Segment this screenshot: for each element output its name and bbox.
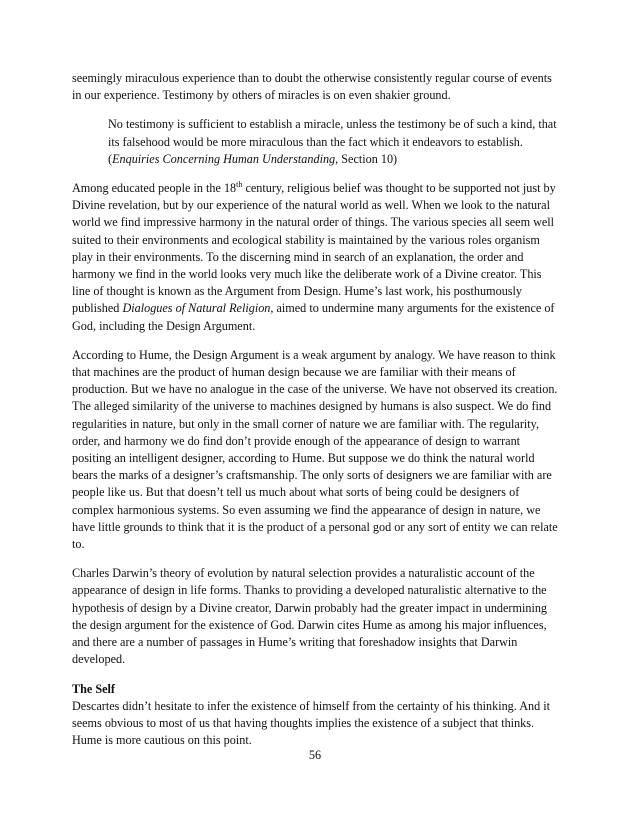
quote-source-rest: , Section 10) — [335, 151, 398, 166]
quote-text: No testimony is sufficient to establish a miracle, unless the testimony be of such a kind, that its falsehood would be more miraculous than the fact which it endeavors to establish. ( — [108, 117, 557, 166]
block-quote — [108, 116, 558, 168]
quote-source-title: Enquiries Concerning Human Understanding — [112, 151, 336, 166]
p2-part-c: , aimed to undermine many arguments for the existence of God, including the Design Argument. — [72, 301, 555, 333]
p2-part-a: Among educated people in the 18 — [72, 181, 237, 196]
paragraph-miracle-experience: seemingly miraculous experience than to doubt the otherwise consistently regular course of events in our experience. Testimony by others of miracles is on even shakier ground. — [72, 71, 552, 103]
paragraph-self: Descartes didn’t hesitate to infer the existence of himself from the certainty of his thinking. And it seems obvious to most of us that having thoughts implies the existence of a subject that thinks. Hume is more cautious on this point. — [72, 698, 551, 748]
section-heading: The Self — [72, 681, 115, 696]
paragraph-design-argument — [72, 180, 558, 335]
p2-part-b: century, religious belief was thought to be supported not just by Divine revelation, but by our experience of the natural world as well. When we look to the natural world we find impressive harmony in the natural order of things. The various species all seem well suited to their environments and ecological stability is maintained by the various roles organism play in their environments. To the discerning mind in search of an explanation, the order and harmony we find in the world looks very much like the deliberate work of a Divine creator. This line of thought is known as the Argument from Design. Hume’s last work, his posthumously published — [72, 181, 556, 316]
paragraph-darwin: Charles Darwin’s theory of evolution by natural selection provides a naturalistic account of the appearance of design in life forms. Thanks to providing a developed naturalistic alternative to the hypothesis of design by a Divine creator, Darwin probably had the greater impact in undermining the design argument for the existence of God. Darwin cites Hume as among his major influences, and there are a number of passages in Hume’s writing that foreshadow insights that Darwin developed. — [72, 566, 548, 667]
paragraph-hume-analogy: According to Hume, the Design Argument is a weak argument by analogy. We have reason to think that machines are the product of human design because we are familiar with their means of production. But we have no analogue in the case of the universe. We have not observed its creation. The alleged similarity of the universe to machines designed by humans is also suspect. We do find regularities in nature, but only in the small corner of nature we are familiar with. The regularity, order, and harmony we do find don’t provide enough of the appearance of design to warrant positing an intelligent designer, according to Hume. But suppose we do think the natural world bears the marks of a designer’s craftsmanship. The only sorts of designers we are familiar with are people like us. But that doesn’t tell us much about what sorts of being could be designers of complex harmonious systems. So even assuming we find the appearance of design in nature, we have little grounds to think that it is the product of a personal god or any sort of entity we can relate to. — [72, 347, 558, 552]
p2-superscript: th — [236, 179, 243, 189]
page-body — [72, 70, 558, 761]
p2-book-title: Dialogues of Natural Religion — [122, 301, 271, 316]
page-number: 56 — [308, 748, 322, 762]
